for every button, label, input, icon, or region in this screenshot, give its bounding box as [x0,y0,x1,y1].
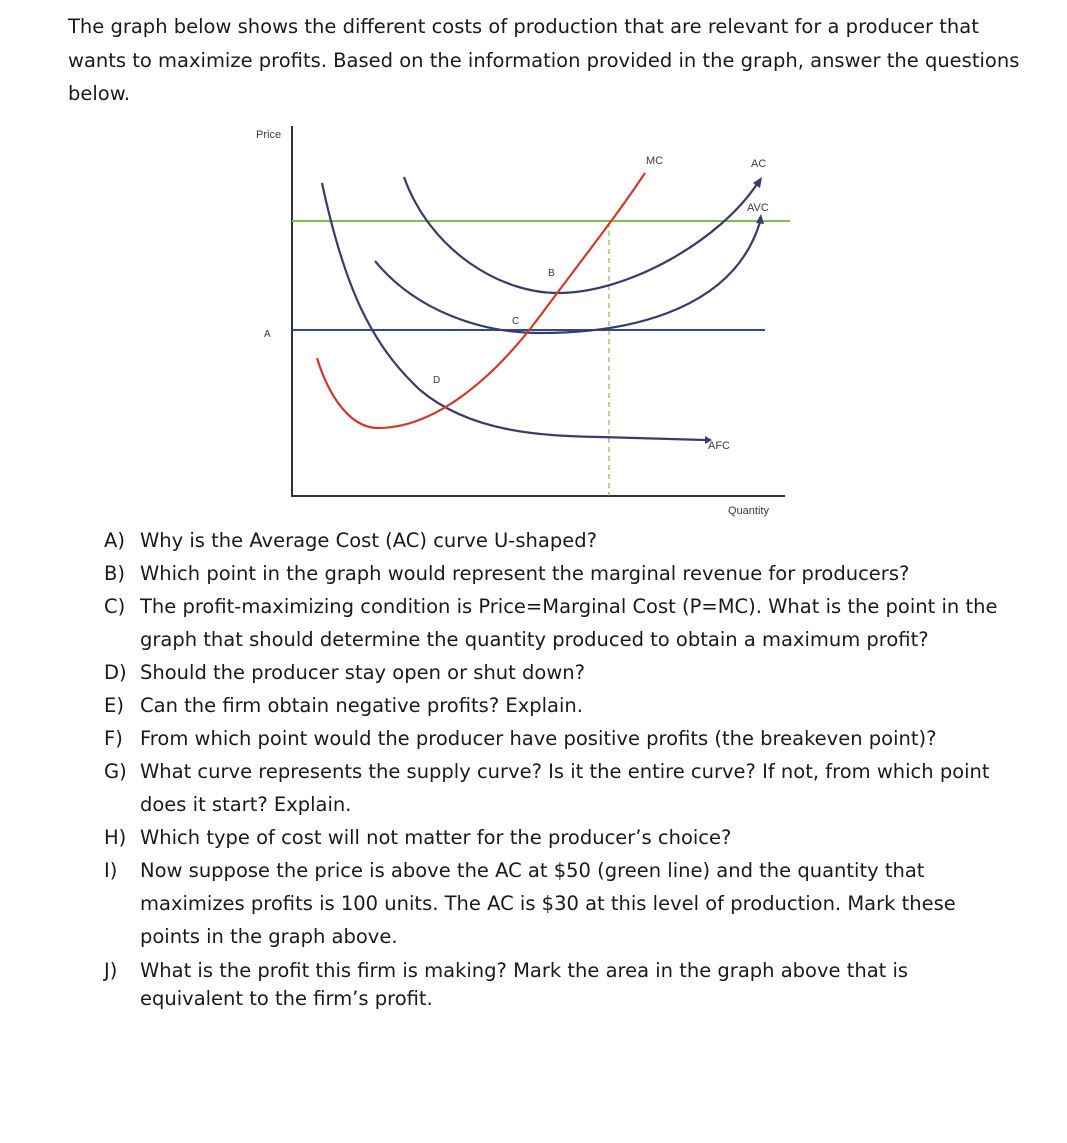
question-item [104,689,1004,722]
point-b-label: B [548,268,555,279]
question-text: The profit-maximizing condition is Price=Marginal Cost (P=MC). What is the point in the graph that should determine the quantity produced to obtain a maximum profit? [140,595,998,651]
question-text: What is the profit this firm is making? Mark the area in the graph above that is equivalent to the firm’s profit. [140,959,909,1010]
question-text: Why is the Average Cost (AC) curve U-shaped? [140,529,597,552]
y-axis-label: Price [256,129,282,141]
mc-label: MC [646,155,664,167]
question-letter: B) [104,562,125,585]
mc-curve [317,173,645,428]
question-text: Can the firm obtain negative profits? Explain. [140,694,583,717]
question-letter: G) [104,760,127,783]
question-item [104,854,1004,953]
question-text: Should the producer stay open or shut down? [140,661,585,684]
question-text: Which type of cost will not matter for the producer’s choice? [140,826,732,849]
x-axis-label: Quantity [728,505,769,517]
question-letter: D) [104,661,127,684]
point-a-label: A [264,329,271,340]
question-item [104,755,1004,821]
question-item [104,590,1004,656]
question-item [104,656,1004,689]
question-text: What curve represents the supply curve? Is it the entire curve? If not, from which point does it start? Explain. [140,760,990,816]
question-letter: H) [104,826,127,849]
question-item [104,722,1004,755]
question-letter: F) [104,727,123,750]
question-letter: E) [104,694,124,717]
point-c-label: C [512,316,520,327]
question-letter: J) [104,959,118,982]
avc-label: AVC [747,202,769,214]
question-item [104,524,1004,557]
question-item [104,957,1004,1013]
question-item [104,821,1004,854]
avc-arrowhead [756,214,764,224]
ac-label: AC [751,158,767,170]
question-letter: I) [104,859,118,882]
question-letter: A) [104,529,125,552]
cost-curves-graph [0,0,1067,530]
ac-curve [404,177,757,293]
question-item [104,557,1004,590]
question-text: From which point would the producer have positive profits (the breakeven point)? [140,727,937,750]
point-d-label: D [433,375,441,386]
afc-label: AFC [708,440,730,452]
question-text: Which point in the graph would represent the marginal revenue for producers? [140,562,910,585]
question-letter: C) [104,595,126,618]
question-text: Now suppose the price is above the AC at $50 (green line) and the quantity that maximizes profits is 100 units. The AC is $30 at this level of production. Mark these points in the graph above. [140,859,956,948]
question-list [104,524,1004,1013]
intro-paragraph: The graph below shows the different costs of production that are relevant for a producer that wants to maximize profits. Based on the information provided in the graph, answer the questions below. [68,15,1020,105]
